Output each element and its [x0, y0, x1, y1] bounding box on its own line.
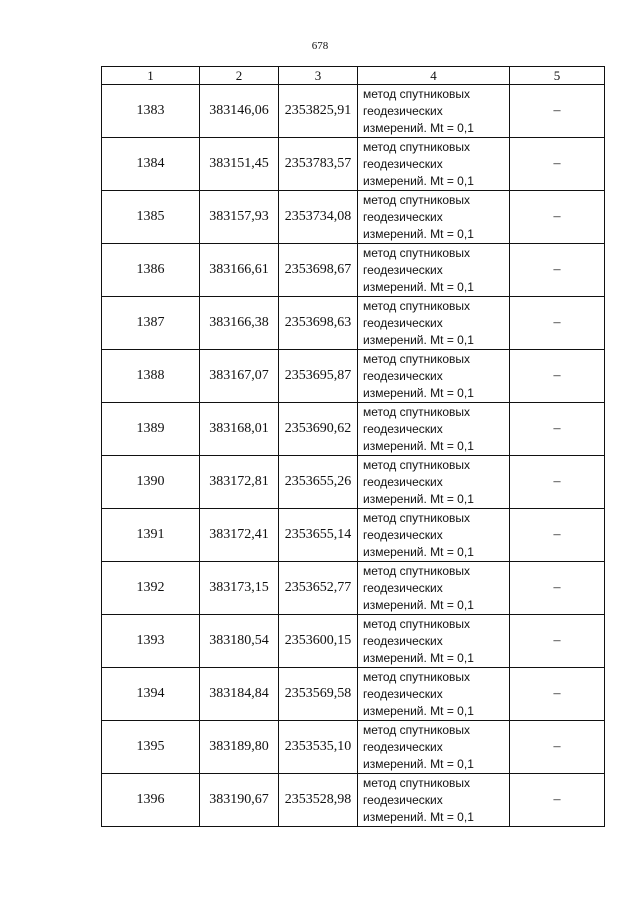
x-coordinate-cell: 383184,84 [200, 668, 279, 721]
method-cell [358, 509, 510, 562]
method-line: геодезических [363, 103, 443, 118]
method-line: измерений. Mt = 0,1 [363, 809, 474, 824]
y-coordinate-cell: 2353655,26 [279, 456, 358, 509]
method-line: измерений. Mt = 0,1 [363, 650, 474, 665]
method-line: метод спутниковых [363, 86, 471, 101]
table-row [102, 668, 605, 721]
note-cell: – [510, 615, 605, 668]
point-number-cell: 1386 [102, 244, 200, 297]
point-number-cell: 1388 [102, 350, 200, 403]
method-line: геодезических [363, 739, 443, 754]
method-cell [358, 403, 510, 456]
table-row [102, 456, 605, 509]
y-coordinate-cell: 2353783,57 [279, 138, 358, 191]
y-coordinate-cell: 2353698,63 [279, 297, 358, 350]
table-row [102, 509, 605, 562]
method-line: геодезических [363, 580, 443, 595]
x-coordinate-cell: 383190,67 [200, 774, 279, 827]
point-number-cell: 1394 [102, 668, 200, 721]
method-cell [358, 85, 510, 138]
x-coordinate-cell: 383172,41 [200, 509, 279, 562]
method-line: метод спутниковых [363, 510, 471, 525]
method-cell [358, 721, 510, 774]
x-coordinate-cell: 383166,38 [200, 297, 279, 350]
y-coordinate-cell: 2353698,67 [279, 244, 358, 297]
table-row [102, 774, 605, 827]
note-cell: – [510, 191, 605, 244]
point-number-cell: 1390 [102, 456, 200, 509]
note-cell: – [510, 138, 605, 191]
method-line: измерений. Mt = 0,1 [363, 279, 474, 294]
x-coordinate-cell: 383168,01 [200, 403, 279, 456]
table-row [102, 138, 605, 191]
method-line: измерений. Mt = 0,1 [363, 332, 474, 347]
method-line: измерений. Mt = 0,1 [363, 173, 474, 188]
method-cell [358, 350, 510, 403]
method-line: геодезических [363, 792, 443, 807]
note-cell: – [510, 244, 605, 297]
point-number-cell: 1393 [102, 615, 200, 668]
method-line: метод спутниковых [363, 669, 471, 684]
point-number-cell: 1395 [102, 721, 200, 774]
method-line: геодезических [363, 156, 443, 171]
y-coordinate-cell: 2353652,77 [279, 562, 358, 615]
method-line: метод спутниковых [363, 351, 471, 366]
method-cell [358, 456, 510, 509]
point-number-cell: 1392 [102, 562, 200, 615]
method-line: метод спутниковых [363, 298, 471, 313]
note-cell: – [510, 456, 605, 509]
note-cell: – [510, 297, 605, 350]
method-cell [358, 244, 510, 297]
y-coordinate-cell: 2353600,15 [279, 615, 358, 668]
method-line: метод спутниковых [363, 457, 471, 472]
y-coordinate-cell: 2353690,62 [279, 403, 358, 456]
table-row [102, 297, 605, 350]
method-cell [358, 297, 510, 350]
x-coordinate-cell: 383166,61 [200, 244, 279, 297]
method-line: геодезических [363, 368, 443, 383]
y-coordinate-cell: 2353569,58 [279, 668, 358, 721]
method-line: метод спутниковых [363, 192, 471, 207]
header-col-5: 5 [510, 67, 605, 85]
method-cell [358, 562, 510, 615]
method-line: измерений. Mt = 0,1 [363, 120, 474, 135]
x-coordinate-cell: 383167,07 [200, 350, 279, 403]
header-row [102, 67, 605, 85]
page-number: 678 [311, 40, 329, 52]
method-line: геодезических [363, 686, 443, 701]
note-cell: – [510, 350, 605, 403]
note-cell: – [510, 774, 605, 827]
x-coordinate-cell: 383189,80 [200, 721, 279, 774]
y-coordinate-cell: 2353825,91 [279, 85, 358, 138]
method-line: геодезических [363, 209, 443, 224]
method-line: метод спутниковых [363, 563, 471, 578]
header-col-2: 2 [200, 67, 279, 85]
table-body [102, 85, 605, 827]
method-line: геодезических [363, 421, 443, 436]
point-number-cell: 1384 [102, 138, 200, 191]
method-line: измерений. Mt = 0,1 [363, 226, 474, 241]
x-coordinate-cell: 383173,15 [200, 562, 279, 615]
x-coordinate-cell: 383151,45 [200, 138, 279, 191]
method-line: измерений. Mt = 0,1 [363, 438, 474, 453]
method-line: метод спутниковых [363, 245, 471, 260]
header-col-4: 4 [358, 67, 510, 85]
y-coordinate-cell: 2353528,98 [279, 774, 358, 827]
header-col-3: 3 [279, 67, 358, 85]
method-line: геодезических [363, 474, 443, 489]
x-coordinate-cell: 383172,81 [200, 456, 279, 509]
y-coordinate-cell: 2353734,08 [279, 191, 358, 244]
x-coordinate-cell: 383180,54 [200, 615, 279, 668]
method-line: геодезических [363, 633, 443, 648]
note-cell: – [510, 403, 605, 456]
y-coordinate-cell: 2353655,14 [279, 509, 358, 562]
method-cell [358, 668, 510, 721]
method-line: измерений. Mt = 0,1 [363, 544, 474, 559]
method-line: метод спутниковых [363, 139, 471, 154]
method-line: геодезических [363, 315, 443, 330]
method-line: измерений. Mt = 0,1 [363, 597, 474, 612]
table-row [102, 85, 605, 138]
table-row [102, 721, 605, 774]
method-line: измерений. Mt = 0,1 [363, 703, 474, 718]
point-number-cell: 1389 [102, 403, 200, 456]
point-number-cell: 1383 [102, 85, 200, 138]
table-header [102, 67, 605, 85]
method-cell [358, 191, 510, 244]
method-line: измерений. Mt = 0,1 [363, 385, 474, 400]
note-cell: – [510, 85, 605, 138]
header-col-1: 1 [102, 67, 200, 85]
point-number-cell: 1387 [102, 297, 200, 350]
method-line: метод спутниковых [363, 404, 471, 419]
method-cell [358, 138, 510, 191]
y-coordinate-cell: 2353535,10 [279, 721, 358, 774]
y-coordinate-cell: 2353695,87 [279, 350, 358, 403]
table-row [102, 244, 605, 297]
method-line: метод спутниковых [363, 616, 471, 631]
table-row [102, 350, 605, 403]
point-number-cell: 1385 [102, 191, 200, 244]
method-line: метод спутниковых [363, 775, 471, 790]
method-line: измерений. Mt = 0,1 [363, 756, 474, 771]
point-number-cell: 1396 [102, 774, 200, 827]
method-cell [358, 615, 510, 668]
note-cell: – [510, 668, 605, 721]
method-line: геодезических [363, 527, 443, 542]
note-cell: – [510, 562, 605, 615]
method-line: измерений. Mt = 0,1 [363, 491, 474, 506]
table-row [102, 191, 605, 244]
note-cell: – [510, 509, 605, 562]
note-cell: – [510, 721, 605, 774]
method-line: метод спутниковых [363, 722, 471, 737]
x-coordinate-cell: 383146,06 [200, 85, 279, 138]
table-row [102, 562, 605, 615]
coordinates-table [101, 66, 605, 827]
table-row [102, 615, 605, 668]
table-row [102, 403, 605, 456]
x-coordinate-cell: 383157,93 [200, 191, 279, 244]
point-number-cell: 1391 [102, 509, 200, 562]
method-line: геодезических [363, 262, 443, 277]
method-cell [358, 774, 510, 827]
